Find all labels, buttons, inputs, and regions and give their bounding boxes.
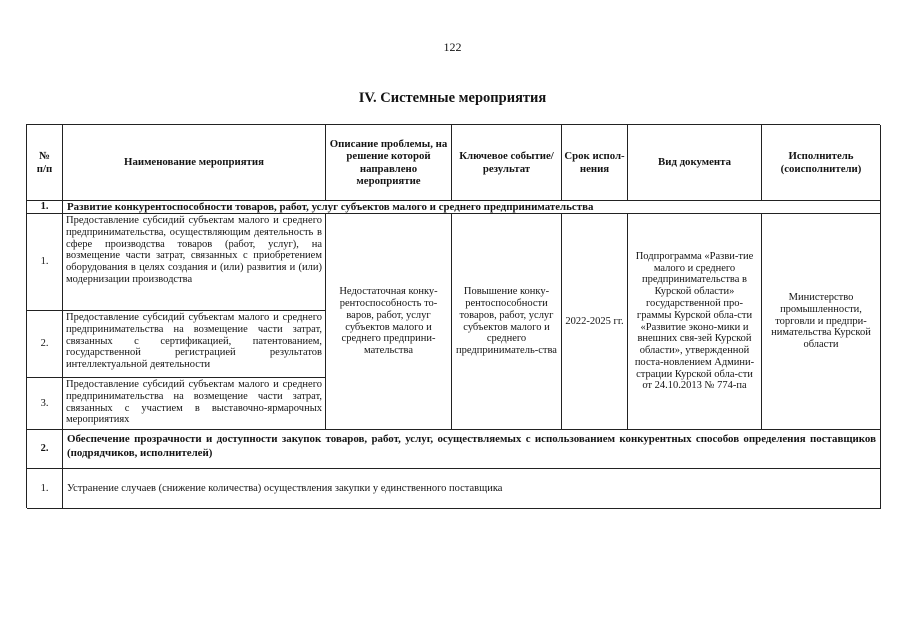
section-2-num: 2.: [27, 430, 63, 469]
merged-term: 2022-2025 гг.: [562, 214, 628, 430]
merged-executor: Министерство промышленности, торговли и предпри-нимательства Курской области: [762, 214, 881, 430]
header-num: № п/п: [27, 125, 63, 201]
item-1-text: Предоставление субсидий субъектам малого и среднего предпринимательства, осуществляющим деятельность в сфере производства товаров (работ, услуг), на возмещение части затрат, связанных с приобретением оборудования в целях создания и (или) развития и (или) модернизации производства: [63, 214, 326, 311]
merged-doc: Подпрограмма «Разви-тие малого и среднего предпринимательства в Курской области» государственной про-граммы Курской обла-сти «Развитие эконо-мики и внешних свя-зей Курской области», утвержденной поста-новлением Админи-страции Курской обла-сти от 24.10.2013 № 774-па: [628, 214, 762, 430]
section-2-title: Обеспечение прозрачности и доступности закупок товаров, работ, услуг, осуществляемых с использованием конкурентных способов определения поставщиков (подрядчиков, исполнителей): [63, 430, 881, 469]
section-1-num: 1.: [27, 201, 63, 214]
item-2-text: Предоставление субсидий субъектам малого и среднего предпринимательства на возмещение части затрат, связанных с сертификацией, патентованием, государственной регистрацией результатов интеллектуальной деятельности: [63, 311, 326, 378]
header-name: Наименование мероприятия: [63, 125, 326, 201]
header-problem: Описание проблемы, на решение которой направлено мероприятие: [326, 125, 452, 201]
item-2-num: 2.: [27, 311, 63, 378]
header-doc: Вид документа: [628, 125, 762, 201]
header-event: Ключевое событие/ результат: [452, 125, 562, 201]
merged-event: Повышение конку-рентоспособности товаров, работ, услуг субъектов малого и среднего предприниматель-ства: [452, 214, 562, 430]
section-2-item-1-num: 1.: [27, 469, 63, 509]
measures-table: [26, 124, 880, 508]
section-1-title: Развитие конкурентоспособности товаров, работ, услуг субъектов малого и среднего предпринимательства: [63, 201, 881, 214]
header-term: Срок испол-нения: [562, 125, 628, 201]
merged-problem: Недостаточная конку-рентоспособность то-варов, работ, услуг субъектов малого и среднего предприни-мательства: [326, 214, 452, 430]
section-2-item-1-text: Устранение случаев (снижение количества) осуществления закупки у единственного поставщика: [63, 469, 881, 509]
header-executor: Исполнитель (соисполнители): [762, 125, 881, 201]
page-number: 122: [443, 40, 462, 54]
item-3-num: 3.: [27, 378, 63, 430]
item-3-text: Предоставление субсидий субъектам малого и среднего предпринимательства на возмещение части затрат, связанных с участием в выставочно-ярмарочных мероприятиях: [63, 378, 326, 430]
item-1-num: 1.: [27, 214, 63, 311]
section-title: IV. Системные мероприятия: [358, 90, 547, 106]
